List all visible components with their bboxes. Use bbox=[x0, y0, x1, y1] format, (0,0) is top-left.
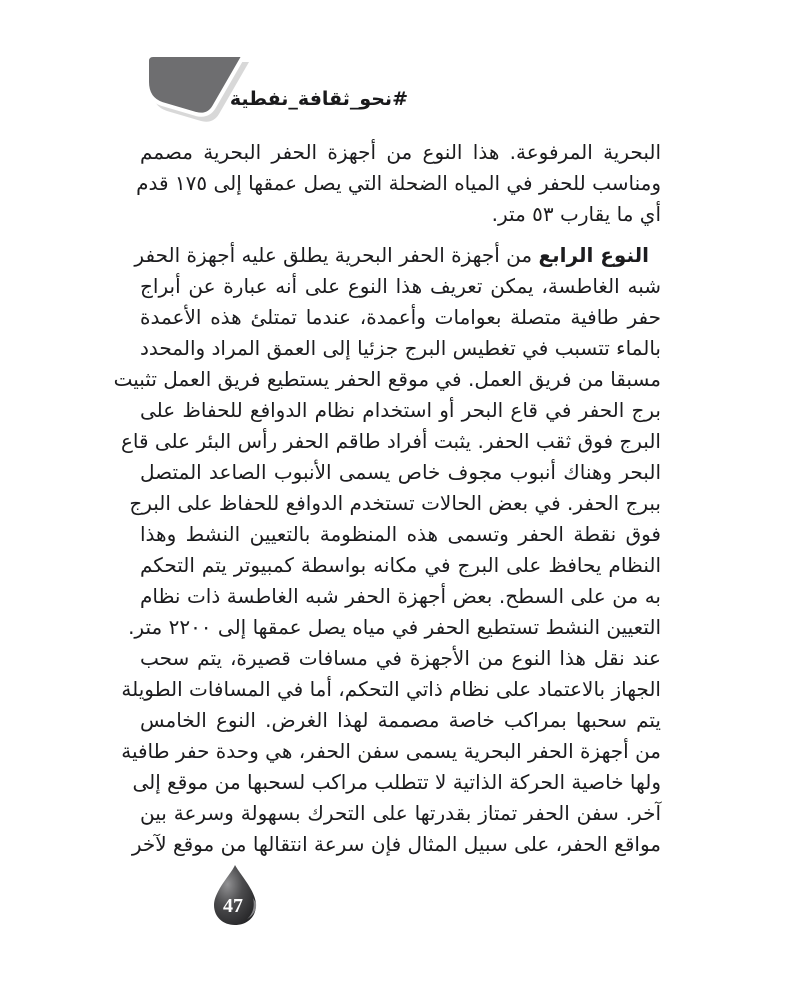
text-line bbox=[129, 488, 661, 519]
text-line bbox=[140, 519, 661, 550]
text-line bbox=[120, 426, 661, 457]
line-text: الجهاز بالاعتماد على نظام ذاتي التحكم، أما في المسافات الطويلة bbox=[121, 677, 661, 701]
line-text: البحرية المرفوعة. هذا النوع من أجهزة الحفر البحرية مصمم bbox=[140, 140, 661, 164]
text-line bbox=[140, 550, 661, 581]
text-line bbox=[132, 767, 661, 798]
text-line bbox=[140, 137, 661, 168]
line-text: مسبقا من فريق العمل. في موقع الحفر يستطيع فريق العمل تثبيت bbox=[113, 367, 661, 391]
text-line bbox=[134, 240, 661, 271]
line-text: أي ما يقارب ٥٣ متر. bbox=[491, 202, 661, 226]
text-line bbox=[140, 457, 661, 488]
line-text: فوق نقطة الحفر وتسمى هذه المنظومة بالتعيين النشط وهذا bbox=[140, 522, 661, 546]
paragraph bbox=[113, 240, 661, 860]
text-line bbox=[140, 302, 661, 333]
line-text: التعيين النشط تستطيع الحفر في مياه يصل عمقها إلى ٢٢٠٠ متر. bbox=[128, 615, 661, 639]
line-text: آخر. سفن الحفر تمتاز بقدرتها على التحرك بسهولة وسرعة بين bbox=[140, 801, 661, 825]
line-text: النظام يحافظ على البرج في مكانه بواسطة كمبيوتر يتم التحكم bbox=[140, 553, 661, 577]
line-text: برج الحفر في قاع البحر أو استخدام نظام الدوافع للحفاظ على bbox=[140, 398, 661, 422]
text-line bbox=[140, 581, 661, 612]
text-line bbox=[140, 643, 661, 674]
line-text: يتم سحبها بمراكب خاصة مصممة لهذا الغرض. النوع الخامس bbox=[140, 708, 661, 732]
line-text: حفر طافية متصلة بعوامات وأعمدة، عندما تمتلئ هذه الأعمدة bbox=[140, 305, 661, 329]
line-text: ومناسب للحفر في المياه الضحلة التي يصل عمقها إلى ١٧٥ قدم bbox=[136, 171, 661, 195]
line-text: به من على السطح. بعض أجهزة الحفر شبه الغاطسة ذات نظام bbox=[140, 584, 661, 608]
text-line bbox=[140, 798, 661, 829]
line-text: بالماء تتسبب في تغطيس البرج جزئيا إلى العمق المراد والمحدد bbox=[139, 336, 661, 360]
bold-lead-text: النوع الرابع bbox=[538, 243, 649, 267]
text-line bbox=[113, 364, 661, 395]
line-text: البحر وهناك أنبوب مجوف خاص يسمى الأنبوب الصاعد المتصل bbox=[140, 460, 661, 484]
text-line bbox=[140, 199, 661, 230]
line-text: من أجهزة الحفر البحرية يطلق عليه أجهزة الحفر bbox=[134, 243, 539, 267]
text-line bbox=[140, 271, 661, 302]
line-text: البرج فوق ثقب الحفر. يثبت أفراد طاقم الحفر رأس البئر على قاع bbox=[120, 429, 661, 453]
text-line bbox=[121, 736, 661, 767]
line-text: من أجهزة الحفر البحرية يسمى سفن الحفر، هي وحدة حفر طافية bbox=[121, 739, 661, 763]
oil-drop-icon bbox=[209, 862, 261, 928]
text-line bbox=[128, 612, 661, 643]
line-text: مواقع الحفر، على سبيل المثال فإن سرعة انتقالها من موقع لآخر bbox=[131, 832, 661, 856]
text-line bbox=[140, 705, 661, 736]
paragraph bbox=[136, 137, 661, 230]
line-text: عند نقل هذا النوع من الأجهزة في مسافات قصيرة، يتم سحب bbox=[140, 646, 661, 670]
line-text: ببرج الحفر. في بعض الحالات تستخدم الدوافع للحفاظ على البرج bbox=[129, 491, 661, 515]
text-line bbox=[121, 674, 661, 705]
body-text bbox=[113, 137, 661, 860]
page-number: 47 bbox=[223, 895, 243, 917]
text-line bbox=[136, 168, 661, 199]
hashtag-label: #نحو_ثقافة_نفطية bbox=[229, 88, 408, 110]
text-line bbox=[131, 829, 661, 860]
line-text: ولها خاصية الحركة الذاتية لا تتطلب مراكب لسحبها من موقع إلى bbox=[132, 770, 661, 794]
line-text: شبه الغاطسة، يمكن تعريف هذا النوع على أنه عبارة عن أبراج bbox=[140, 274, 661, 298]
text-line bbox=[140, 395, 661, 426]
text-line bbox=[140, 333, 661, 364]
